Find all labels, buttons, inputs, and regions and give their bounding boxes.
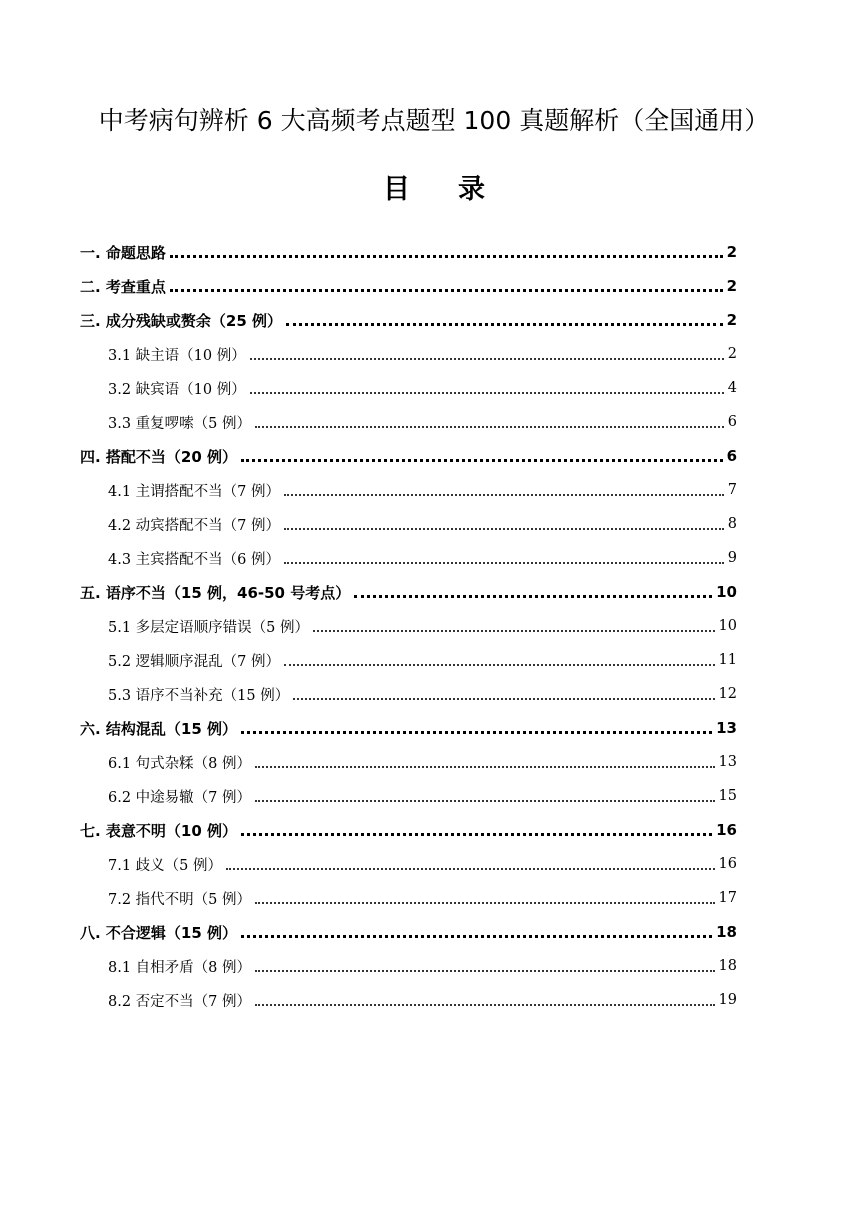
toc-entry-subsection[interactable] [108, 949, 737, 983]
toc-entry-label: 七. 表意不明（10 例） [80, 821, 238, 840]
toc-entry-page-number: 16 [716, 821, 737, 839]
toc-entry-page-number: 10 [716, 583, 737, 601]
toc-entry-page-number: 9 [727, 550, 737, 566]
table-of-contents [0, 235, 868, 1017]
toc-heading-char-1: 目 [383, 174, 410, 205]
toc-entry-section[interactable] [80, 235, 737, 269]
toc-entry-page-number: 8 [727, 516, 737, 532]
toc-dot-leader [255, 901, 715, 904]
toc-entry-page-number: 2 [726, 277, 737, 295]
toc-dot-leader [284, 493, 724, 496]
toc-entry-label: 八. 不合逻辑（15 例） [80, 923, 238, 942]
toc-entry-subsection[interactable] [108, 745, 737, 779]
toc-dot-leader [255, 969, 715, 972]
toc-entry-label: 一. 命题思路 [80, 243, 166, 262]
toc-entry-section[interactable] [80, 303, 737, 337]
toc-entry-section[interactable] [80, 439, 737, 473]
toc-entry-label: 6.2 中途易辙（7 例） [108, 789, 252, 806]
toc-entry-label: 三. 成分残缺或赘余（25 例） [80, 311, 283, 330]
toc-entry-page-number: 7 [727, 482, 737, 498]
toc-entry-label: 5.3 语序不当补充（15 例） [108, 687, 290, 704]
toc-entry-subsection[interactable] [108, 847, 737, 881]
toc-dot-leader [170, 288, 723, 292]
toc-entry-subsection[interactable] [108, 405, 737, 439]
toc-entry-page-number: 13 [718, 754, 737, 770]
toc-entry-label: 8.2 否定不当（7 例） [108, 993, 252, 1010]
toc-dot-leader [284, 663, 715, 666]
toc-dot-leader [255, 799, 715, 802]
toc-entry-page-number: 17 [718, 890, 737, 906]
toc-entry-subsection[interactable] [108, 779, 737, 813]
toc-entry-label: 四. 搭配不当（20 例） [80, 447, 238, 466]
toc-entry-subsection[interactable] [108, 371, 737, 405]
toc-entry-page-number: 13 [716, 719, 737, 737]
toc-entry-label: 7.2 指代不明（5 例） [108, 891, 252, 908]
toc-dot-leader [241, 832, 712, 836]
toc-dot-leader [286, 322, 723, 326]
toc-dot-leader [241, 458, 723, 462]
toc-entry-page-number: 6 [726, 447, 737, 465]
toc-entry-subsection[interactable] [108, 507, 737, 541]
toc-entry-subsection[interactable] [108, 541, 737, 575]
toc-entry-subsection[interactable] [108, 643, 737, 677]
toc-entry-subsection[interactable] [108, 881, 737, 915]
toc-entry-label: 5.1 多层定语顺序错误（5 例） [108, 619, 310, 636]
document-title: 中考病句辨析 6 大高频考点题型 100 真题解析（全国通用） [98, 106, 770, 135]
toc-dot-leader [241, 730, 712, 734]
toc-entry-page-number: 15 [718, 788, 737, 804]
toc-entry-label: 8.1 自相矛盾（8 例） [108, 959, 252, 976]
toc-heading-char-2: 录 [458, 174, 485, 205]
toc-entry-section[interactable] [80, 711, 737, 745]
toc-entry-label: 5.2 逻辑顺序混乱（7 例） [108, 653, 281, 670]
toc-dot-leader [313, 629, 715, 632]
toc-entry-page-number: 18 [718, 958, 737, 974]
toc-entry-subsection[interactable] [108, 473, 737, 507]
toc-entry-page-number: 11 [718, 652, 737, 668]
toc-entry-page-number: 2 [726, 311, 737, 329]
toc-entry-page-number: 16 [718, 856, 737, 872]
toc-entry-page-number: 10 [718, 618, 737, 634]
toc-dot-leader [284, 561, 724, 564]
toc-dot-leader [241, 934, 712, 938]
toc-entry-section[interactable] [80, 575, 737, 609]
toc-entry-page-number: 2 [726, 243, 737, 261]
toc-entry-label: 4.3 主宾搭配不当（6 例） [108, 551, 281, 568]
toc-entry-section[interactable] [80, 813, 737, 847]
toc-entry-label: 二. 考查重点 [80, 277, 166, 296]
toc-entry-label: 4.2 动宾搭配不当（7 例） [108, 517, 281, 534]
toc-dot-leader [284, 527, 724, 530]
toc-entry-subsection[interactable] [108, 337, 737, 371]
toc-dot-leader [170, 254, 723, 258]
toc-dot-leader [255, 1003, 715, 1006]
toc-entry-page-number: 19 [718, 992, 737, 1008]
toc-entry-label: 7.1 歧义（5 例） [108, 857, 223, 874]
toc-dot-leader [250, 391, 724, 394]
toc-entry-label: 六. 结构混乱（15 例） [80, 719, 238, 738]
toc-entry-subsection[interactable] [108, 677, 737, 711]
toc-entry-label: 3.2 缺宾语（10 例） [108, 381, 246, 398]
toc-entry-label: 4.1 主谓搭配不当（7 例） [108, 483, 281, 500]
toc-entry-label: 3.3 重复啰嗦（5 例） [108, 415, 252, 432]
toc-dot-leader [293, 697, 714, 700]
toc-dot-leader [354, 594, 712, 598]
toc-entry-section[interactable] [80, 269, 737, 303]
toc-entry-subsection[interactable] [108, 609, 737, 643]
toc-dot-leader [255, 765, 715, 768]
toc-heading [0, 172, 868, 208]
toc-dot-leader [226, 867, 715, 870]
toc-entry-section[interactable] [80, 915, 737, 949]
toc-entry-page-number: 18 [716, 923, 737, 941]
toc-entry-page-number: 2 [727, 346, 737, 362]
toc-entry-page-number: 6 [727, 414, 737, 430]
toc-entry-page-number: 12 [718, 686, 737, 702]
toc-entry-label: 6.1 句式杂糅（8 例） [108, 755, 252, 772]
toc-entry-page-number: 4 [727, 380, 737, 396]
toc-entry-subsection[interactable] [108, 983, 737, 1017]
toc-dot-leader [255, 425, 724, 428]
toc-entry-label: 五. 语序不当（15 例，46-50 号考点） [80, 583, 351, 602]
toc-entry-label: 3.1 缺主语（10 例） [108, 347, 246, 364]
toc-dot-leader [250, 357, 724, 360]
